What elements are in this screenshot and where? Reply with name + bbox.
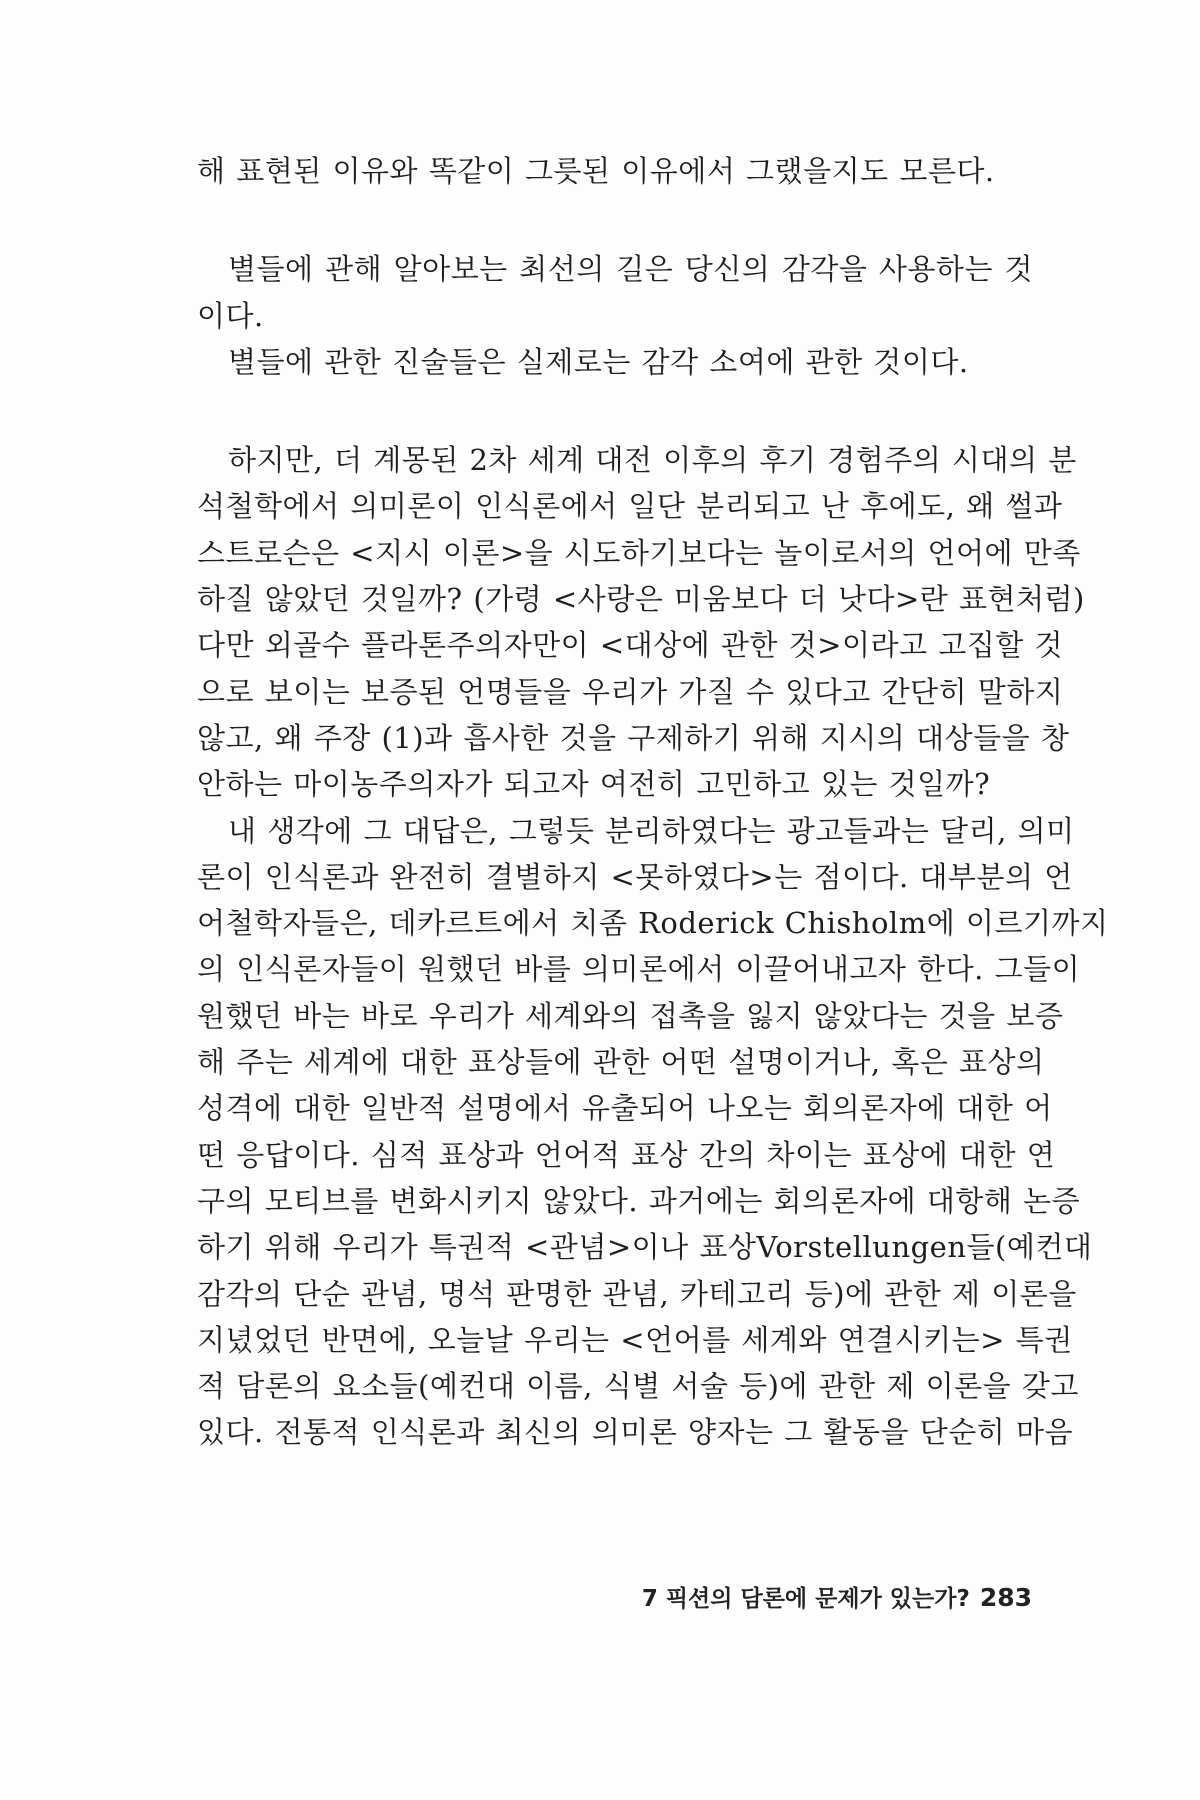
paragraph	[197, 808, 1109, 1456]
text-line: 감각의 단순 관념, 명석 판명한 관념, 카테고리 등)에 관한 제 이론을	[197, 1276, 1077, 1311]
text-line: 구의 모티브를 변화시키지 않았다. 과거에는 회의론자에 대항해 논증	[197, 1183, 1081, 1218]
body-text	[197, 148, 1109, 1456]
text-line: 원했던 바는 바로 우리가 세계와의 접촉을 잃지 않았다는 것을 보증	[197, 998, 1064, 1033]
text-line: 안하는 마이농주의자가 되고자 여전히 고민하고 있는 것일까?	[197, 767, 991, 802]
text-line: 해 주는 세계에 대한 표상들에 관한 어떤 설명이거나, 혹은 표상의	[197, 1045, 1045, 1080]
text-line: 하기 위해 우리가 특권적 <관념>이나 표상Vorstellungen들(예컨대	[197, 1230, 1093, 1265]
text-line: 있다. 전통적 인식론과 최신의 의미론 양자는 그 활동을 단순히 마음	[197, 1415, 1074, 1450]
text-line: 성격에 대한 일반적 설명에서 유출되어 나오는 회의론자에 대한 어	[197, 1091, 1053, 1126]
quote-paragraph-1	[197, 246, 1033, 339]
text-line: 해 표현된 이유와 똑같이 그릇된 이유에서 그랬을지도 모른다.	[197, 154, 995, 188]
text-line: 적 담론의 요소들(예컨대 이름, 식별 서술 등)에 관한 제 이론을 갖고	[197, 1369, 1079, 1404]
text-line: 별들에 관해 알아보는 최선의 길은 당신의 감각을 사용하는 것	[228, 252, 1033, 287]
text-line: 않고, 왜 주장 (1)과 흡사한 것을 구제하기 위해 지시의 대상들을 창	[197, 720, 1070, 755]
text-line: 이다.	[197, 298, 264, 333]
text-line: 지녔었던 반면에, 오늘날 우리는 <언어를 세계와 연결시키는> 특권	[197, 1322, 1073, 1357]
text-line: 내 생각에 그 대답은, 그렇듯 분리하였다는 광고들과는 달리, 의미	[228, 813, 1075, 848]
text-line: 하질 않았던 것일까? (가령 <사랑은 미움보다 더 낫다>란 표현처럼)	[197, 582, 1085, 617]
page-number: 283	[979, 1583, 1032, 1612]
paragraph-continuation	[197, 148, 1033, 194]
text-line: 하지만, 더 계몽된 2차 세계 대전 이후의 후기 경험주의 시대의 분	[228, 443, 1077, 478]
text-line: 론이 인식론과 완전히 결별하지 <못하였다>는 점이다. 대부분의 언	[197, 859, 1073, 894]
text-line: 으로 보이는 보증된 언명들을 우리가 가질 수 있다고 간단히 말하지	[197, 674, 1064, 709]
text-line: 별들에 관한 진술들은 실제로는 감각 소여에 관한 것이다.	[228, 344, 969, 379]
text-line: 어철학자들은, 데카르트에서 치좀 Roderick Chisholm에 이르기까지	[197, 906, 1109, 941]
running-footer	[620, 1580, 1032, 1613]
text-line: 석철학에서 의미론이 인식론에서 일단 분리되고 난 후에도, 왜 썰과	[197, 489, 1063, 524]
paragraph	[197, 437, 1085, 807]
chapter-title: 7 픽션의 담론에 문제가 있는가?	[641, 1586, 970, 1612]
text-line: 다만 외골수 플라톤주의자만이 <대상에 관한 것>이라고 고집할 것	[197, 628, 1063, 663]
text-line: 스트로슨은 <지시 이론>을 시도하기보다는 놀이로서의 언어에 만족	[197, 535, 1081, 570]
quote-paragraph-2	[197, 339, 1033, 385]
text-line: 떤 응답이다. 심적 표상과 언어적 표상 간의 차이는 표상에 대한 연	[197, 1137, 1056, 1172]
text-line: 의 인식론자들이 원했던 바를 의미론에서 이끌어내고자 한다. 그들이	[197, 952, 1081, 987]
